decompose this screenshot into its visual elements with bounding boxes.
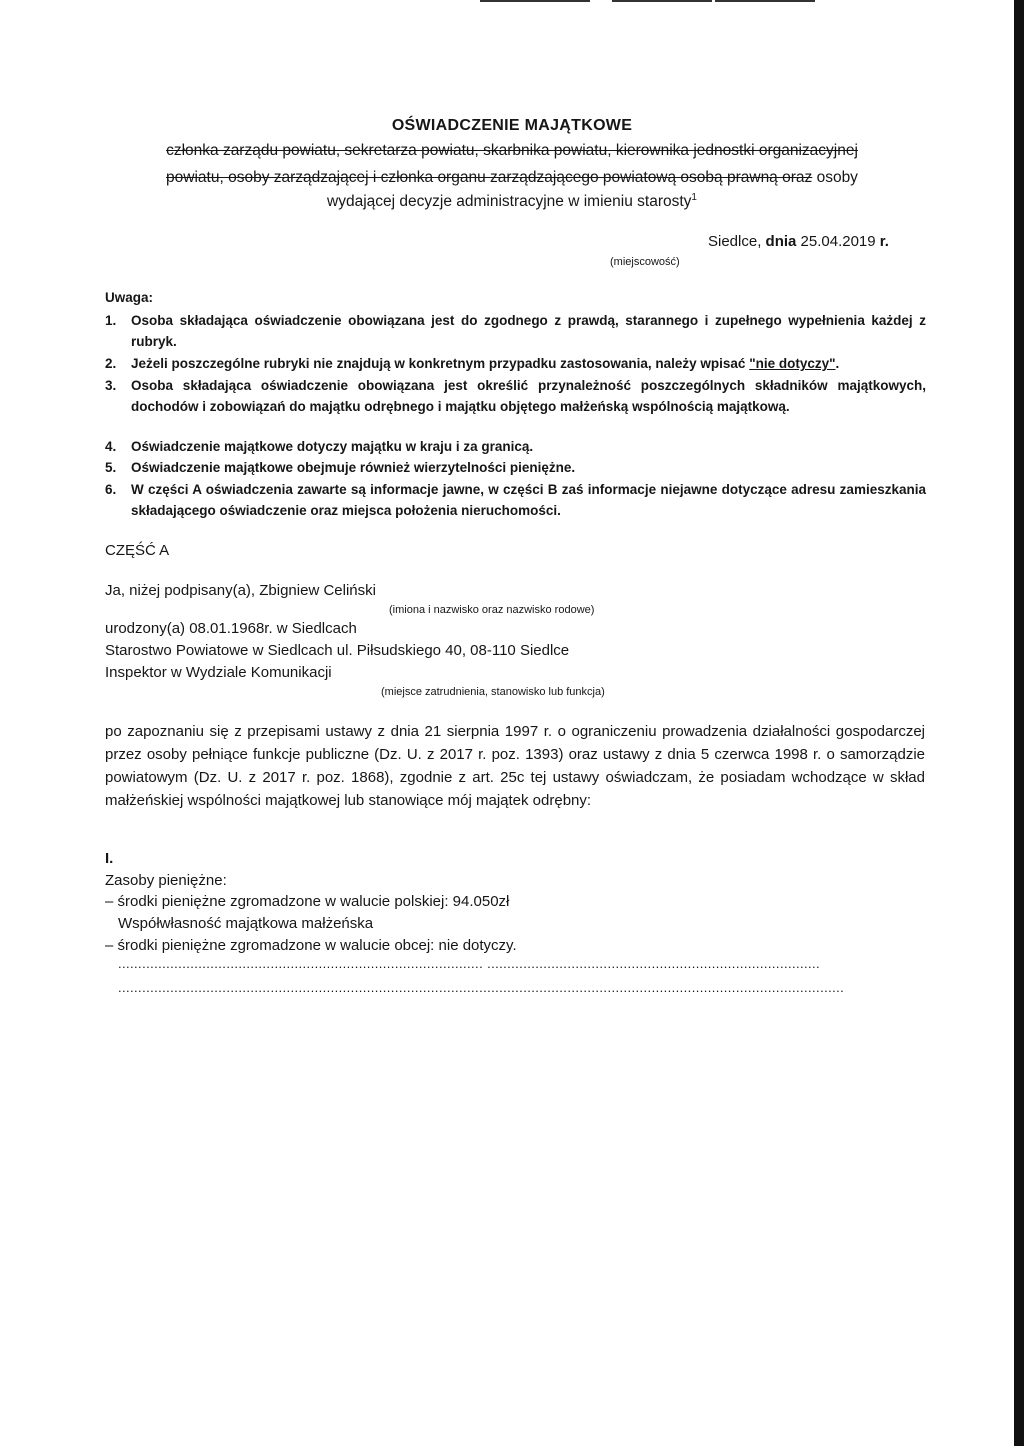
dotted-fill-line: ........................................................................................... ................................................................................... xyxy=(118,956,821,971)
scan-artifact xyxy=(480,0,590,2)
dnia-label: dnia xyxy=(761,233,801,250)
employer-line: Starostwo Powiatowe w Siedlcach ul. Piłsudskiego 40, 08-110 Siedlce xyxy=(105,642,570,659)
section-numeral: I. xyxy=(105,850,114,867)
year-suffix: r. xyxy=(875,233,889,250)
note-text-part: . xyxy=(835,356,840,371)
scan-border xyxy=(1014,0,1024,1446)
document-title: OŚWIADCZENIE MAJĄTKOWE xyxy=(391,117,633,134)
part-a-heading: CZĘŚĆ A xyxy=(105,542,170,559)
name-line: Ja, niżej podpisany(a), Zbigniew Celiński xyxy=(105,582,376,599)
note-text: Oświadczenie majątkowe dotyczy majątku w kraju i za granicą. xyxy=(131,439,534,454)
note-text: Osoba składająca oświadczenie obowiązana jest określić przynależność poszczególnych składników majątkowych, dochodów i zobowiązań do majątku odrębnego i majątku objętego małżeńską wspólnością majątkową. xyxy=(131,378,926,414)
note-number: 5. xyxy=(105,460,117,475)
section-heading: Zasoby pieniężne: xyxy=(105,872,227,889)
place-value: Siedlce, xyxy=(708,233,762,250)
foreign-funds-line: – środki pieniężne zgromadzone w walucie obcej: nie dotyczy. xyxy=(105,937,517,954)
note-underlined-phrase: "nie dotyczy" xyxy=(749,356,836,371)
footnote-marker: 1 xyxy=(691,192,697,203)
note-text: W części A oświadczenia zawarte są informacje jawne, w części B zaś informacje niejawne dotyczące adresu zamieszkania składającego oświadczenie oraz miejsca położenia nieruchomości. xyxy=(131,482,926,518)
note-text-part: Jeżeli poszczególne rubryki nie znajdują w konkretnym przypadku zastosowania, należy wpisać xyxy=(131,356,750,371)
header-line-1-text: członka zarządu powiatu, sekretarza powiatu, skarbnika powiatu, kierownika jednostki organizacyjnej xyxy=(166,142,858,159)
date-value: 25.04.2019 xyxy=(800,233,876,250)
notes-heading: Uwaga: xyxy=(105,290,154,305)
header-line-1 xyxy=(0,142,1024,160)
pln-funds-line: – środki pieniężne zgromadzone w walucie polskiej: 94.050zł xyxy=(105,893,510,910)
note-number: 3. xyxy=(105,378,117,393)
note-number: 1. xyxy=(105,313,117,328)
name-caption: (imiona i nazwisko oraz nazwisko rodowe) xyxy=(389,604,595,616)
header-line-2-rest: osoby xyxy=(812,169,858,186)
header-line-3 xyxy=(0,192,1024,211)
place-date xyxy=(708,233,889,250)
note-text: Oświadczenie majątkowe obejmuje również wierzytelności pieniężne. xyxy=(131,460,576,475)
born-line: urodzony(a) 08.01.1968r. w Siedlcach xyxy=(105,620,357,637)
place-caption: (miejscowość) xyxy=(610,256,680,268)
header-line-2 xyxy=(0,169,1024,187)
header-line-3-text: wydającej decyzje administracyjne w imieniu starosty xyxy=(327,193,692,211)
position-line: Inspektor w Wydziale Komunikacji xyxy=(105,664,332,681)
position-caption: (miejsce zatrudnienia, stanowisko lub funkcja) xyxy=(381,686,605,698)
dotted-fill-line: ..................................................................................................................................................................................... xyxy=(118,980,845,995)
note-number: 6. xyxy=(105,482,117,497)
note-number: 4. xyxy=(105,439,117,454)
scan-artifact xyxy=(612,0,712,2)
declaration-paragraph: po zapoznaniu się z przepisami ustawy z dnia 21 sierpnia 1997 r. o ograniczeniu prowadzenia działalności gospodarczej przez osoby pełniące funkcje publiczne (Dz. U. z 2017 r. poz. 1393) oraz ustawy z dnia 5 czerwca 1998 r. o samorządzie powiatowym (Dz. U. z 2017 r. poz. 1868), zgodnie z art. 25c tej ustawy oświadczam, że posiadam wchodzące w skład małżeńskiej wspólności majątkowej lub stanowiące mój majątek odrębny: xyxy=(105,723,925,809)
note-number: 2. xyxy=(105,356,117,371)
note-text xyxy=(131,354,926,375)
header-line-2-struck: powiatu, osoby zarządzającej i członka organu zarządzającego powiatową osobą prawną oraz xyxy=(166,169,813,186)
scan-artifact xyxy=(715,0,815,2)
note-text: Osoba składająca oświadczenie obowiązana jest do zgodnego z prawdą, starannego i zupełnego wypełnienia każdej z rubryk. xyxy=(131,313,926,349)
ownership-line: Współwłasność majątkowa małżeńska xyxy=(118,915,374,932)
